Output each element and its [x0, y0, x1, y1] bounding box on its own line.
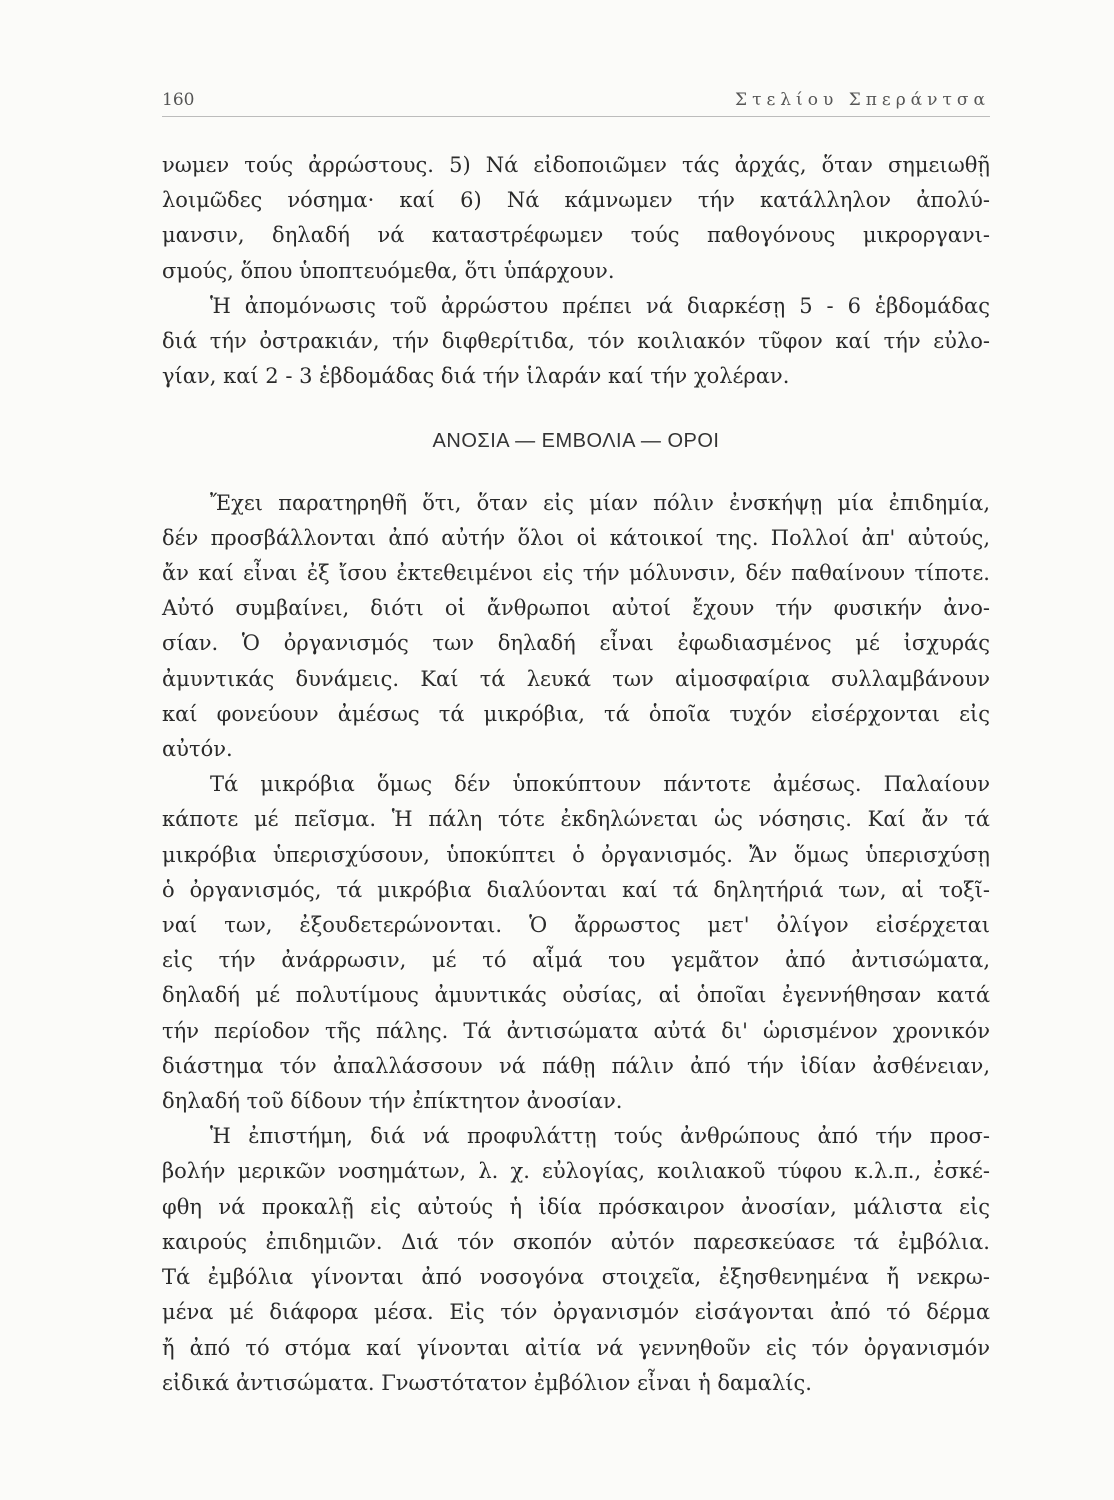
text-line: λοιμῶδες νόσημα· καί 6) Νά κάμνωμεν τήν κατάλληλον ἀπολύ-	[162, 188, 990, 213]
text-line: νωμεν τούς ἀρρώστους. 5) Νά εἰδοποιῶμεν τάς ἀρχάς, ὅταν σημειωθῇ	[162, 153, 990, 177]
text-line: φθη νά προκαλῇ εἰς αὐτούς ἡ ἰδία πρόσκαιρον ἀνοσίαν, μάλιστα εἰς	[162, 1194, 990, 1219]
running-head: Στελίου Σπεράντσα	[735, 90, 990, 110]
text-line: ἄν καί εἶναι ἐξ ἴσου ἐκτεθειμένοι εἰς τήν μόλυνσιν, δέν παθαίνουν τίποτε.	[162, 561, 990, 586]
paragraph-2	[162, 289, 990, 395]
text-line: καιρούς ἐπιδημιῶν. Διά τόν σκοπόν αὐτόν παρεσκεύασε τά ἐμβόλια.	[162, 1229, 990, 1254]
text-line: μικρόβια ὑπερισχύσουν, ὑποκύπτει ὁ ὀργανισμός. Ἄν ὅμως ὑπερισχύσῃ	[162, 842, 990, 867]
page-header	[162, 88, 990, 117]
paragraph-5	[162, 1119, 990, 1401]
text-line: Αὐτό συμβαίνει, διότι οἱ ἄνθρωποι αὐτοί ἔχουν τήν φυσικήν ἀνο-	[162, 596, 990, 621]
text-line: μανσιν, δηλαδή νά καταστρέφωμεν τούς παθογόνους μικροργανι-	[162, 223, 990, 248]
text-line: καί φονεύουν ἀμέσως τά μικρόβια, τά ὁποῖα τυχόν εἰσέρχονται εἰς	[162, 701, 990, 726]
paragraph-4	[162, 767, 990, 1119]
text-line: ὁ ὀργανισμός, τά μικρόβια διαλύονται καί τά δηλητήριά των, αἱ τοξῖ-	[162, 877, 990, 902]
text-line: σμούς, ὅπου ὑποπτευόμεθα, ὅτι ὑπάρχουν.	[162, 258, 615, 283]
text-line: Ἡ ἀπομόνωσις τοῦ ἀρρώστου πρέπει νά διαρκέσῃ 5 - 6 ἑβδομάδας	[210, 293, 990, 318]
text-line: Ἡ ἐπιστήμη, διά νά προφυλάττῃ τούς ἀνθρώπους ἀπό τήν προσ-	[210, 1124, 990, 1149]
text-line: δέν προσβάλλονται ἀπό αὐτήν ὅλοι οἱ κάτοικοί της. Πολλοί ἀπ' αὐτούς,	[162, 525, 990, 550]
text-line: διάστημα τόν ἀπαλλάσσουν νά πάθῃ πάλιν ἀπό τήν ἰδίαν ἀσθένειαν,	[162, 1053, 990, 1078]
text-line: αὐτόν.	[162, 737, 233, 762]
paragraph-3	[162, 486, 990, 768]
paragraph-1	[162, 148, 990, 289]
text-line: Τά μικρόβια ὅμως δέν ὑποκύπτουν πάντοτε ἀμέσως. Παλαίουν	[210, 772, 990, 797]
text-line: γίαν, καί 2 - 3 ἑβδομάδας διά τήν ἱλαράν καί τήν χολέραν.	[162, 364, 790, 389]
text-line: εἰς τήν ἀνάρρωσιν, μέ τό αἷμά του γεμᾶτον ἀπό ἀντισώματα,	[162, 948, 990, 973]
text-line: Ἔχει παρατηρηθῆ ὅτι, ὅταν εἰς μίαν πόλιν ἐνσκήψῃ μία ἐπιδημία,	[210, 490, 990, 515]
body-text	[162, 148, 990, 1401]
text-line: δηλαδή μέ πολυτίμους ἀμυντικάς οὐσίας, αἱ ὁποῖαι ἐγεννήθησαν κατά	[162, 983, 990, 1008]
text-line: εἰδικά ἀντισώματα. Γνωστότατον ἐμβόλιον εἶναι ἡ δαμαλίς.	[162, 1370, 812, 1395]
text-line: ναί των, ἐξουδετερώνονται. Ὁ ἄρρωστος μετ' ὀλίγον εἰσέρχεται	[162, 913, 990, 938]
page-number: 160	[162, 90, 195, 110]
section-title: ΑΝΟΣΙΑ — ΕΜΒΟΛΙΑ — ΟΡΟΙ	[432, 430, 720, 453]
text-line: ἤ ἀπό τό στόμα καί γίνονται αἰτία νά γεννηθοῦν εἰς τόν ὀργανισμόν	[162, 1335, 990, 1360]
text-line: σίαν. Ὁ ὀργανισμός των δηλαδή εἶναι ἐφωδιασμένος μέ ἰσχυράς	[162, 631, 990, 656]
text-line: ἀμυντικάς δυνάμεις. Καί τά λευκά των αἱμοσφαίρια συλλαμβάνουν	[162, 666, 990, 691]
text-line: Τά ἐμβόλια γίνονται ἀπό νοσογόνα στοιχεῖα, ἐξησθενημένα ἤ νεκρω-	[162, 1265, 990, 1290]
text-line: δηλαδή τοῦ δίδουν τήν ἐπίκτητον ἀνοσίαν.	[162, 1089, 623, 1114]
text-line: μένα μέ διάφορα μέσα. Εἰς τόν ὀργανισμόν εἰσάγονται ἀπό τό δέρμα	[162, 1300, 990, 1325]
text-line: κάποτε μέ πεῖσμα. Ἡ πάλη τότε ἐκδηλώνεται ὡς νόσησις. Καί ἄν τά	[162, 807, 990, 832]
text-line: διά τήν ὀστρακιάν, τήν διφθερίτιδα, τόν κοιλιακόν τῦφον καί τήν εὐλο-	[162, 329, 990, 354]
text-line: βολήν μερικῶν νοσημάτων, λ. χ. εὐλογίας, κοιλιακοῦ τύφου κ.λ.π., ἐσκέ-	[162, 1159, 990, 1184]
text-line: τήν περίοδον τῆς πάλης. Τά ἀντισώματα αὐτά δι' ὡρισμένον χρονικόν	[162, 1018, 990, 1043]
